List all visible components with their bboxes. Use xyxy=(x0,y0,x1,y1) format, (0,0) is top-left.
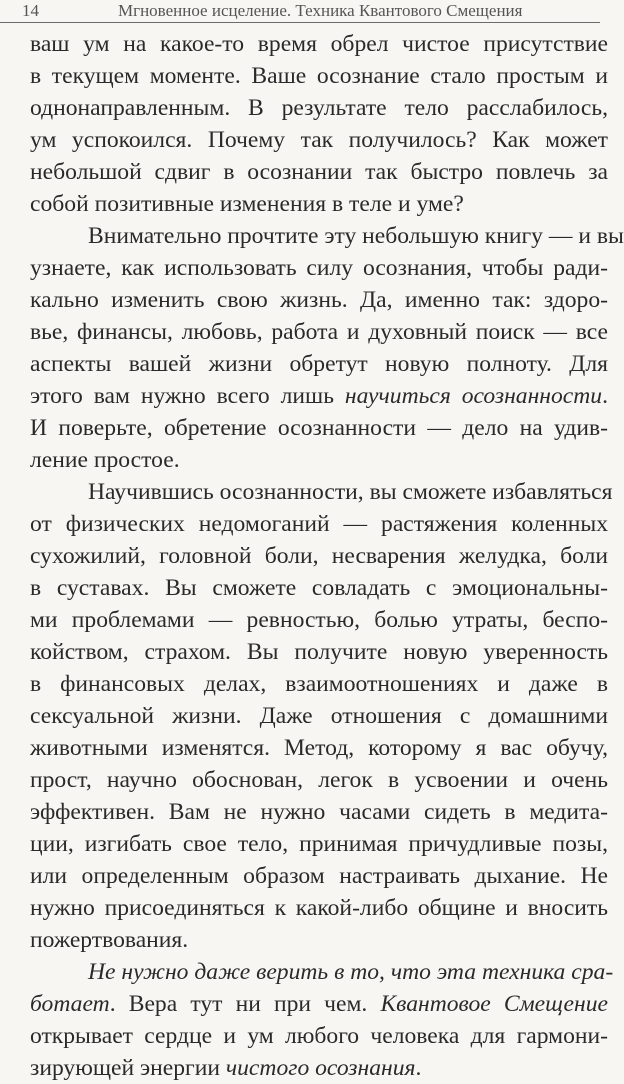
text-line: ваш ум на какое-то время обрел чистое присутствие xyxy=(30,31,608,57)
text-line: узнаете, как использовать силу осознания, чтобы ради- xyxy=(30,255,608,281)
text-line: ум успокоился. Почему так получилось? Как может xyxy=(30,127,608,153)
text-line: в финансовых делах, взаимоотношениях и даже в xyxy=(30,671,608,697)
text-line: в суставах. Вы сможете совладать с эмоциональны- xyxy=(30,575,608,601)
text-line xyxy=(0,380,608,412)
text-line: Научившись осознанности, вы сможете избавляться xyxy=(88,479,613,505)
text-line: в текущем моменте. Ваше осознание стало простым и xyxy=(30,63,608,89)
body-text xyxy=(0,28,624,1084)
text-run: . Вера тут ни при чем. xyxy=(109,991,381,1017)
text-line: открывает сердце и ум любого человека для гармони- xyxy=(30,1023,608,1049)
emphasis: чистого осознания xyxy=(225,1055,416,1081)
running-head xyxy=(0,0,600,23)
text-line: эффективен. Вам не нужно часами сидеть в медита- xyxy=(30,799,608,825)
text-line: от физических недомоганий — растяжения коленных xyxy=(30,511,608,537)
emphasis: Квантовое Смещение xyxy=(380,991,609,1017)
emphasis: Не нужно даже верить в то, что эта техника сра- xyxy=(88,959,614,985)
text-run: . xyxy=(602,383,608,409)
text-line: сухожилий, головной боли, несварения желудка, боли xyxy=(30,543,608,569)
text-line: пожертвования. xyxy=(30,927,189,953)
running-title: Мгновенное исцеление. Техника Квантового Смещения xyxy=(118,1,523,20)
text-line: кально изменить свою жизнь. Да, именно так: здоро- xyxy=(30,287,608,313)
emphasis: ботает xyxy=(30,991,110,1017)
page-number: 14 xyxy=(22,1,39,20)
text-line xyxy=(0,956,614,988)
text-line: ми проблемами — ревностью, болью утраты, беспо- xyxy=(30,607,608,633)
text-line: сексуальной жизни. Даже отношения с домашними xyxy=(30,703,608,729)
text-run: этого вам нужно всего лишь xyxy=(30,383,345,409)
text-run: зирующей энергии xyxy=(30,1055,226,1081)
text-line: небольшой сдвиг в осознании так быстро повлечь за xyxy=(30,159,608,185)
text-line: аспекты вашей жизни обретут новую полноту. Для xyxy=(30,351,608,377)
text-line: нужно присоединяться к какой-либо общине и вносить xyxy=(30,895,608,921)
text-line: животными изменятся. Метод, которому я вас обучу, xyxy=(30,735,608,761)
text-line: собой позитивные изменения в теле и уме? xyxy=(30,191,464,217)
text-line: ции, изгибать свое тело, принимая причудливые позы, xyxy=(30,831,608,857)
text-line: ление простое. xyxy=(30,447,180,473)
text-line xyxy=(0,988,608,1020)
text-run: . xyxy=(415,1055,422,1081)
emphasis: научиться осознанности xyxy=(344,383,603,409)
text-line xyxy=(0,1052,608,1084)
text-line: И поверьте, обретение осознанности — дело на удив- xyxy=(30,415,608,441)
text-line: однонаправленным. В результате тело расслабилось, xyxy=(30,95,608,121)
text-line: вье, финансы, любовь, работа и духовный поиск — все xyxy=(30,319,608,345)
text-line: или определенным образом настраивать дыхание. Не xyxy=(30,863,608,889)
text-line: Внимательно прочтите эту небольшую книгу — и вы xyxy=(88,223,624,249)
text-line: прост, научно обоснован, легок в усвоении и очень xyxy=(30,767,608,793)
text-line: койством, страхом. Вы получите новую уверенность xyxy=(30,639,608,665)
